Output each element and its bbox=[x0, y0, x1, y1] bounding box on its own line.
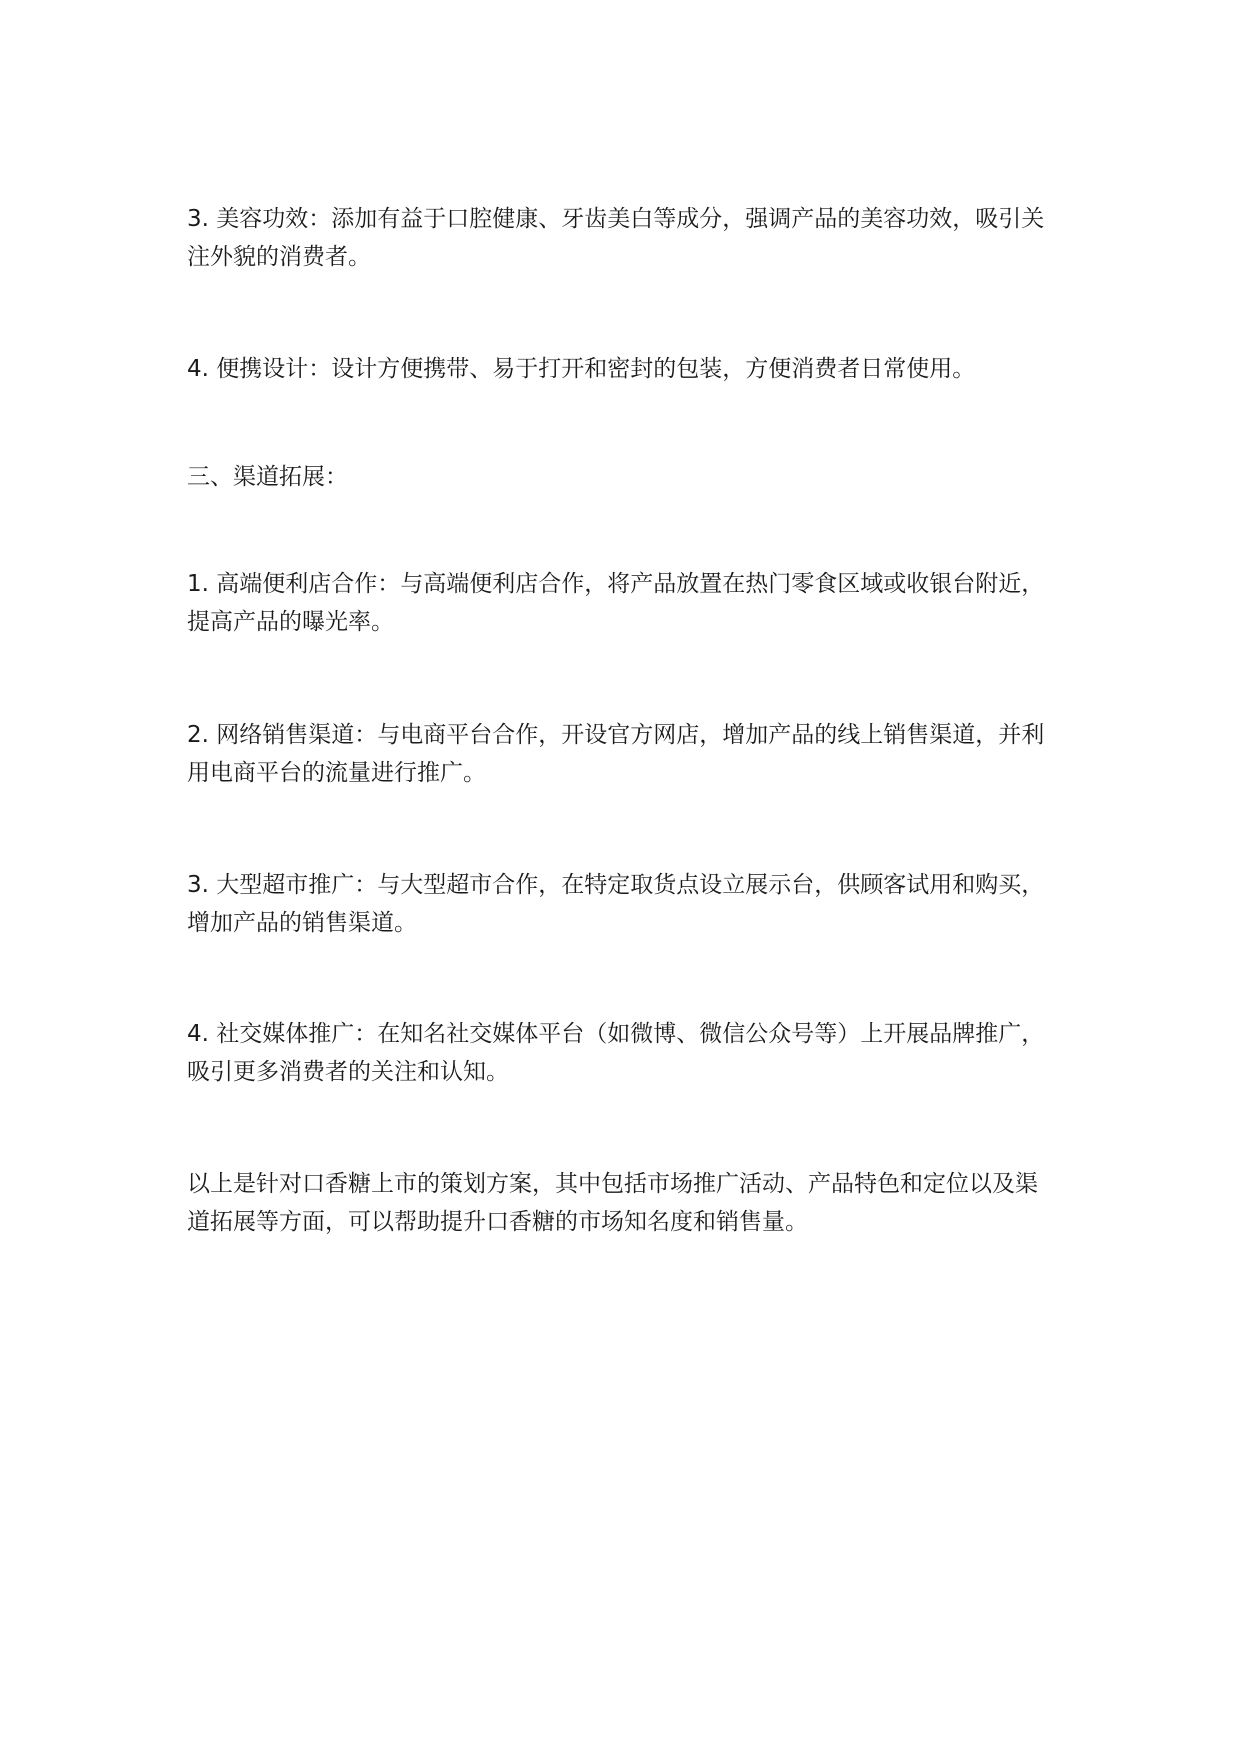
paragraph-portable-design: 4. 便携设计：设计方便携带、易于打开和密封的包装，方便消费者日常使用。 bbox=[187, 356, 976, 382]
paragraph-social-media: 4. 社交媒体推广：在知名社交媒体平台（如微博、微信公众号等）上开展品牌推广，吸引更多消费者的关注和认知。 bbox=[187, 1021, 1045, 1085]
paragraph-online-sales: 2. 网络销售渠道：与电商平台合作，开设官方网店，增加产品的线上销售渠道，并利用电商平台的流量进行推广。 bbox=[187, 722, 1045, 786]
paragraph-convenience-store: 1. 高端便利店合作：与高端便利店合作，将产品放置在热门零食区域或收银台附近，提高产品的曝光率。 bbox=[187, 571, 1045, 635]
paragraph-beauty-effect: 3. 美容功效：添加有益于口腔健康、牙齿美白等成分，强调产品的美容功效，吸引关注外貌的消费者。 bbox=[187, 206, 1045, 270]
section-heading-channel-expansion: 三、渠道拓展： bbox=[187, 464, 348, 490]
paragraph-supermarket-promotion: 3. 大型超市推广：与大型超市合作，在特定取货点设立展示台，供顾客试用和购买，增加产品的销售渠道。 bbox=[187, 872, 1045, 936]
paragraph-conclusion: 以上是针对口香糖上市的策划方案，其中包括市场推广活动、产品特色和定位以及渠道拓展等方面，可以帮助提升口香糖的市场知名度和销售量。 bbox=[187, 1171, 1038, 1235]
